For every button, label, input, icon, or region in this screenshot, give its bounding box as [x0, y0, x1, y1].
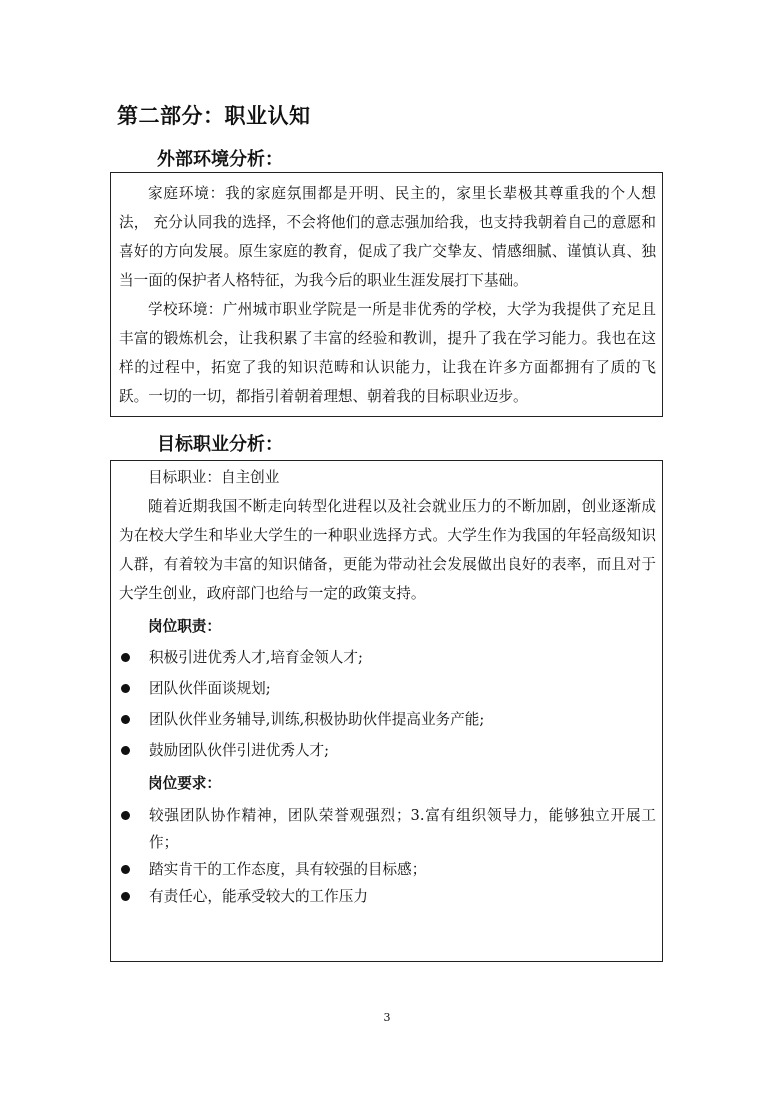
bullet-icon	[121, 892, 130, 901]
duty-item	[119, 674, 656, 703]
duty-item	[119, 736, 656, 765]
page-number: 3	[383, 1011, 391, 1024]
external-analysis-box	[110, 172, 663, 417]
duty-text: 团队伙伴业务辅导,训练,积极协助伙伴提高业务产能;	[149, 711, 485, 728]
school-environment-paragraph: 学校环境：广州城市职业学院是一所是非优秀的学校，大学为我提供了充足且丰富的锻炼机会，让我积累了丰富的经验和教训，提升了我在学习能力。我也在这样的过程中，拓宽了我的知识范畴和认识能力，让我在许多方面都拥有了质的飞跃。一切的一切，都指引着朝着理想、朝着我的目标职业迈步。	[119, 301, 656, 405]
requirement-text: 有责任心，能承受较大的工作压力	[149, 888, 368, 905]
duty-text: 积极引进优秀人才,培育金领人才;	[149, 649, 363, 666]
bullet-icon	[121, 746, 130, 755]
duty-text: 团队伙伴面谈规划;	[149, 680, 271, 697]
bullet-icon	[121, 684, 130, 693]
duty-text: 鼓励团队伙伴引进优秀人才;	[149, 742, 330, 759]
requirements-list	[119, 802, 656, 910]
bullet-icon	[121, 653, 130, 662]
requirement-text: 踏实肯干的工作态度，具有较强的目标感；	[149, 861, 427, 878]
target-analysis-title: 目标职业分析：	[157, 434, 283, 455]
external-analysis-title: 外部环境分析：	[157, 149, 283, 170]
target-analysis-box	[110, 460, 663, 962]
bullet-icon	[121, 865, 130, 874]
duties-list	[119, 643, 656, 765]
bullet-icon	[121, 811, 130, 820]
requirement-text: 较强团队协作精神，团队荣誉观强烈；3.富有组织领导力，能够独立开展工作；	[149, 807, 656, 851]
part-title: 第二部分：职业认知	[117, 104, 311, 128]
family-environment-paragraph: 家庭环境：我的家庭氛围都是开明、民主的，家里长辈极其尊重我的个人想法， 充分认同我的选择，不会将他们的意志强加给我，也支持我朝着自己的意愿和喜好的方向发展。原生家庭的教育，促成了我广交挚友、情感细腻、谨慎认真、独当一面的保护者人格特征，为我今后的职业生涯发展打下基础。	[119, 185, 656, 289]
requirements-heading: 岗位要求：	[148, 775, 221, 792]
duties-heading: 岗位职责：	[148, 618, 221, 635]
requirement-item	[119, 856, 656, 883]
target-job-line: 目标职业：自主创业	[148, 469, 280, 486]
bullet-icon	[121, 715, 130, 724]
requirement-item	[119, 883, 656, 910]
requirement-item	[119, 802, 656, 856]
duty-item	[119, 643, 656, 672]
target-job-paragraph: 随着近期我国不断走向转型化进程以及社会就业压力的不断加剧，创业逐渐成为在校大学生和毕业大学生的一种职业选择方式。大学生作为我国的年轻高级知识人群，有着较为丰富的知识储备，更能为带动社会发展做出良好的表率，而且对于大学生创业，政府部门也给与一定的政策支持。	[119, 498, 656, 602]
duty-item	[119, 705, 656, 734]
